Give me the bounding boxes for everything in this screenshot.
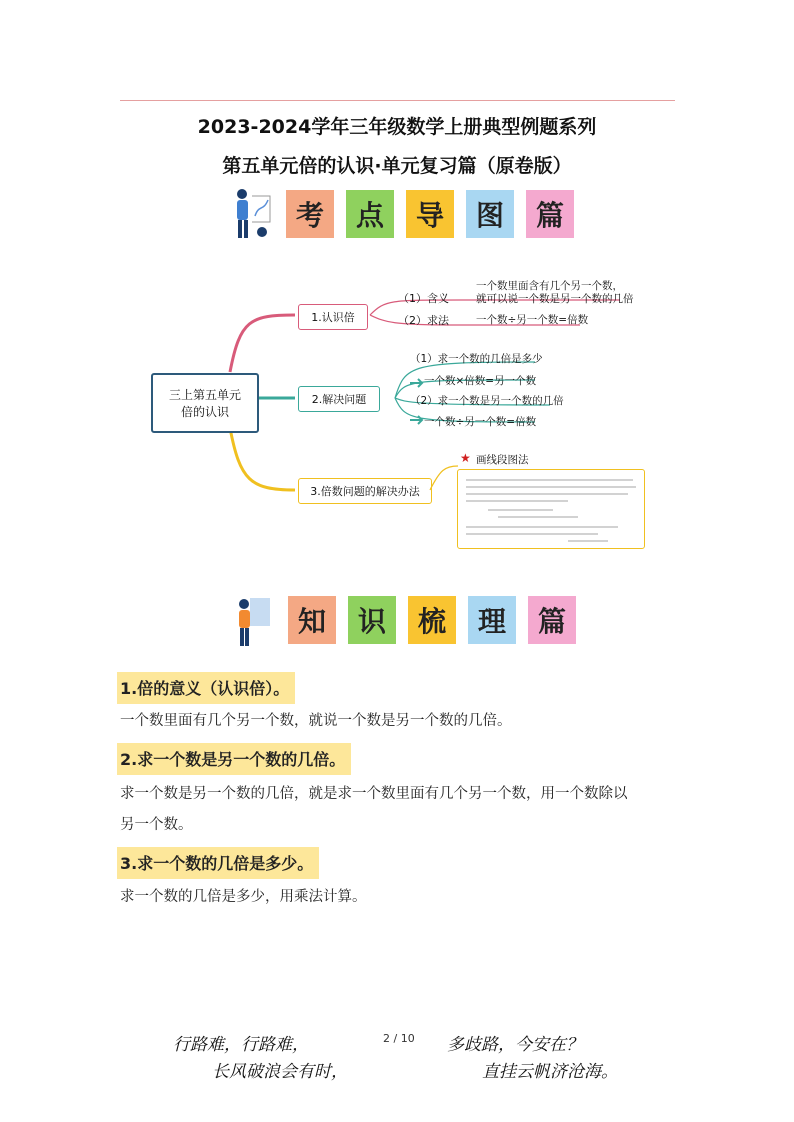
branch2-item: （2）求一个数是另一个数的几倍 <box>410 395 564 407</box>
example-scribble <box>458 470 644 548</box>
header-rule <box>120 100 675 101</box>
section-heading <box>117 847 319 879</box>
section-heading-text: 3.求一个数的几倍是多少。 <box>117 847 319 879</box>
section-heading-text: 2.求一个数是另一个数的几倍。 <box>117 743 351 775</box>
banner-tile: 知 <box>288 596 336 644</box>
banner-tile: 篇 <box>528 596 576 644</box>
banner-tile: 理 <box>468 596 516 644</box>
page-number: 2 / 10 <box>383 1032 415 1045</box>
branch2-node: 2.解决问题 <box>298 386 380 412</box>
mindmap-center-node <box>151 373 259 433</box>
branch1-sub2-label: （2）求法 <box>398 314 449 327</box>
section-body: 求一个数是另一个数的几倍，就是求一个数里面有几个另一个数，用一个数除以 <box>120 786 628 802</box>
doc-title: 2023-2024学年三年级数学上册典型例题系列 <box>197 116 597 138</box>
banner-tile: 考 <box>286 190 334 238</box>
section-body: 一个数里面有几个另一个数，就说一个数是另一个数的几倍。 <box>120 713 512 729</box>
branch2-item: 一个数×倍数=另一个数 <box>424 375 537 387</box>
center-line: 三上第五单元 <box>168 388 241 402</box>
star-icon: ★ <box>460 451 471 465</box>
branch1-sub2-text: 一个数÷另一个数=倍数 <box>476 314 589 326</box>
banner-tile: 图 <box>466 190 514 238</box>
center-line: 倍的认识 <box>180 405 229 419</box>
branch3-node: 3.倍数问题的解决办法 <box>298 478 432 504</box>
banner-tile: 篇 <box>526 190 574 238</box>
branch3-box-title: 画线段图法 <box>476 454 529 466</box>
branch2-item: 一个数÷另一个数=倍数 <box>424 416 537 428</box>
knowledge-banner <box>288 596 576 644</box>
banner-tile: 梳 <box>408 596 456 644</box>
section-heading <box>117 743 351 775</box>
banner-tile: 识 <box>348 596 396 644</box>
mindmap-banner <box>286 190 574 238</box>
branch1-sub1-label: （1）含义 <box>398 292 449 305</box>
branch1-sub1-text: 一个数里面含有几个另一个数， <box>476 280 623 292</box>
section-body: 求一个数的几倍是多少，用乘法计算。 <box>120 889 367 905</box>
branch2-item: （1）求一个数的几倍是多少 <box>410 353 543 365</box>
banner-tile: 导 <box>406 190 454 238</box>
branch1-node: 1.认识倍 <box>298 304 368 330</box>
teacher-illustration <box>230 594 274 650</box>
doc-subtitle: 第五单元倍的认识·单元复习篇（原卷版） <box>222 155 572 177</box>
example-box <box>457 469 645 549</box>
banner-tile: 点 <box>346 190 394 238</box>
footer-poem-line: 直挂云帆济沧海。 <box>482 1062 618 1082</box>
section-heading <box>117 672 295 704</box>
footer-poem-line: 长风破浪会有时， <box>212 1062 348 1082</box>
teacher-illustration <box>230 186 274 242</box>
footer-poem-line: 行路难，行路难， <box>173 1035 309 1055</box>
branch1-sub1-text: 就可以说一个数是另一个数的几倍 <box>476 293 634 305</box>
footer-poem-line: 多歧路，今安在？ <box>447 1035 583 1055</box>
section-body: 另一个数。 <box>120 817 193 833</box>
section-heading-text: 1.倍的意义（认识倍）。 <box>117 672 295 704</box>
